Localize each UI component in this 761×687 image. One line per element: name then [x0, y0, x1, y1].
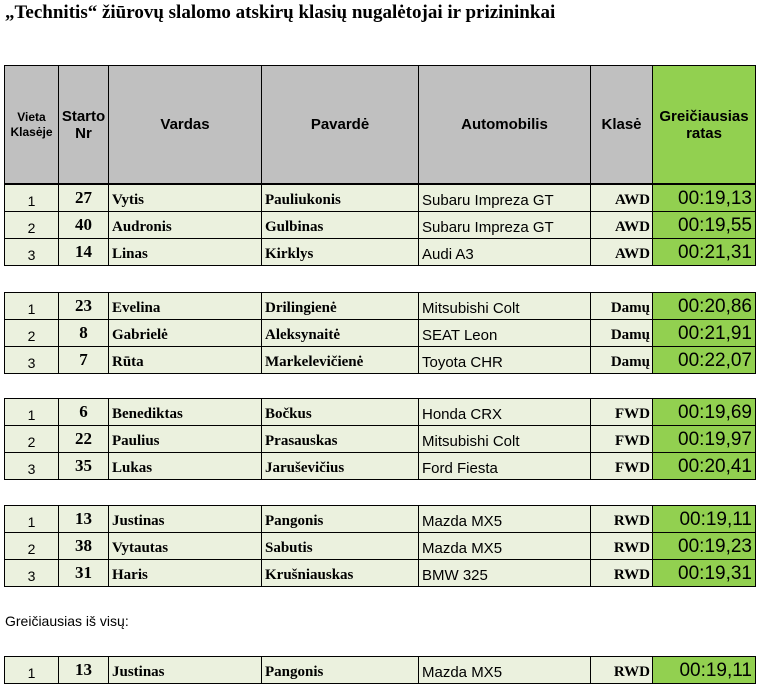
cell-time: 00:19,13: [653, 185, 756, 212]
cell-car: Subaru Impreza GT: [419, 185, 591, 212]
cell-place: 3: [5, 347, 59, 374]
cell-place: 3: [5, 453, 59, 480]
cell-class: Damų: [591, 293, 653, 320]
cell-first-name: Justinas: [109, 506, 262, 533]
cell-car: Audi A3: [419, 239, 591, 266]
cell-class: FWD: [591, 426, 653, 453]
cell-start: 13: [59, 506, 109, 533]
cell-last-name: Pangonis: [262, 506, 419, 533]
cell-start: 40: [59, 212, 109, 239]
cell-start: 38: [59, 533, 109, 560]
cell-start: 8: [59, 320, 109, 347]
cell-class: Damų: [591, 347, 653, 374]
cell-last-name: Bočkus: [262, 399, 419, 426]
cell-time: 00:19,31: [653, 560, 756, 587]
cell-place: 1: [5, 657, 59, 684]
cell-time: 00:19,23: [653, 533, 756, 560]
cell-time: 00:19,11: [653, 506, 756, 533]
cell-start: 14: [59, 239, 109, 266]
cell-first-name: Rūta: [109, 347, 262, 374]
cell-start: 22: [59, 426, 109, 453]
cell-last-name: Kirklys: [262, 239, 419, 266]
cell-place: 3: [5, 560, 59, 587]
cell-class: RWD: [591, 533, 653, 560]
cell-place: 1: [5, 506, 59, 533]
cell-place: 1: [5, 185, 59, 212]
cell-last-name: Pauliukonis: [262, 185, 419, 212]
cell-car: SEAT Leon: [419, 320, 591, 347]
cell-class: RWD: [591, 657, 653, 684]
header-car: Automobilis: [419, 66, 591, 184]
header-fastest-lap: Greičiausias ratas: [653, 66, 756, 184]
cell-time: 00:19,11: [653, 657, 756, 684]
cell-car: Mitsubishi Colt: [419, 426, 591, 453]
overall-fastest-label: Greičiausias iš visų:: [5, 613, 129, 629]
cell-last-name: Prasauskas: [262, 426, 419, 453]
results-group-ladies: [4, 292, 756, 374]
cell-time: 00:20,41: [653, 453, 756, 480]
cell-place: 1: [5, 399, 59, 426]
cell-first-name: Audronis: [109, 212, 262, 239]
cell-car: BMW 325: [419, 560, 591, 587]
cell-first-name: Benediktas: [109, 399, 262, 426]
cell-first-name: Evelina: [109, 293, 262, 320]
results-group-rwd: [4, 505, 756, 587]
cell-place: 2: [5, 533, 59, 560]
cell-time: 00:22,07: [653, 347, 756, 374]
cell-place: 2: [5, 426, 59, 453]
results-overall-fastest: [4, 656, 756, 684]
cell-car: Honda CRX: [419, 399, 591, 426]
cell-car: Mazda MX5: [419, 506, 591, 533]
cell-place: 2: [5, 320, 59, 347]
cell-start: 35: [59, 453, 109, 480]
cell-car: Toyota CHR: [419, 347, 591, 374]
header-class: Klasė: [591, 66, 653, 184]
cell-first-name: Paulius: [109, 426, 262, 453]
cell-start: 23: [59, 293, 109, 320]
cell-class: AWD: [591, 185, 653, 212]
cell-time: 00:21,91: [653, 320, 756, 347]
cell-place: 2: [5, 212, 59, 239]
header-first-name: Vardas: [109, 66, 262, 184]
results-group-awd: [4, 184, 756, 266]
cell-first-name: Linas: [109, 239, 262, 266]
cell-class: FWD: [591, 453, 653, 480]
cell-first-name: Vytautas: [109, 533, 262, 560]
cell-last-name: Krušniauskas: [262, 560, 419, 587]
cell-last-name: Sabutis: [262, 533, 419, 560]
page-title: „Technitis“ žiūrovų slalomo atskirų klasių nugalėtojai ir prizininkai: [5, 2, 556, 23]
results-group-fwd: [4, 398, 756, 480]
cell-car: Ford Fiesta: [419, 453, 591, 480]
cell-car: Subaru Impreza GT: [419, 212, 591, 239]
cell-car: Mazda MX5: [419, 657, 591, 684]
cell-time: 00:19,97: [653, 426, 756, 453]
header-last-name: Pavardė: [262, 66, 419, 184]
cell-last-name: Pangonis: [262, 657, 419, 684]
header-place: Vieta Klasėje: [5, 66, 59, 184]
cell-last-name: Drilingienė: [262, 293, 419, 320]
cell-class: FWD: [591, 399, 653, 426]
cell-time: 00:19,69: [653, 399, 756, 426]
cell-first-name: Vytis: [109, 185, 262, 212]
table-header: [4, 65, 756, 184]
cell-start: 31: [59, 560, 109, 587]
cell-start: 27: [59, 185, 109, 212]
cell-start: 6: [59, 399, 109, 426]
cell-class: Damų: [591, 320, 653, 347]
cell-last-name: Aleksynaitė: [262, 320, 419, 347]
cell-time: 00:19,55: [653, 212, 756, 239]
cell-place: 1: [5, 293, 59, 320]
cell-start: 7: [59, 347, 109, 374]
cell-class: RWD: [591, 560, 653, 587]
cell-start: 13: [59, 657, 109, 684]
cell-last-name: Gulbinas: [262, 212, 419, 239]
cell-class: AWD: [591, 239, 653, 266]
cell-class: AWD: [591, 212, 653, 239]
cell-first-name: Lukas: [109, 453, 262, 480]
cell-first-name: Justinas: [109, 657, 262, 684]
cell-time: 00:21,31: [653, 239, 756, 266]
cell-time: 00:20,86: [653, 293, 756, 320]
cell-last-name: Jaruševičius: [262, 453, 419, 480]
cell-car: Mitsubishi Colt: [419, 293, 591, 320]
header-start: Starto Nr: [59, 66, 109, 184]
cell-last-name: Markelevičienė: [262, 347, 419, 374]
cell-class: RWD: [591, 506, 653, 533]
cell-first-name: Haris: [109, 560, 262, 587]
cell-first-name: Gabrielė: [109, 320, 262, 347]
cell-car: Mazda MX5: [419, 533, 591, 560]
cell-place: 3: [5, 239, 59, 266]
